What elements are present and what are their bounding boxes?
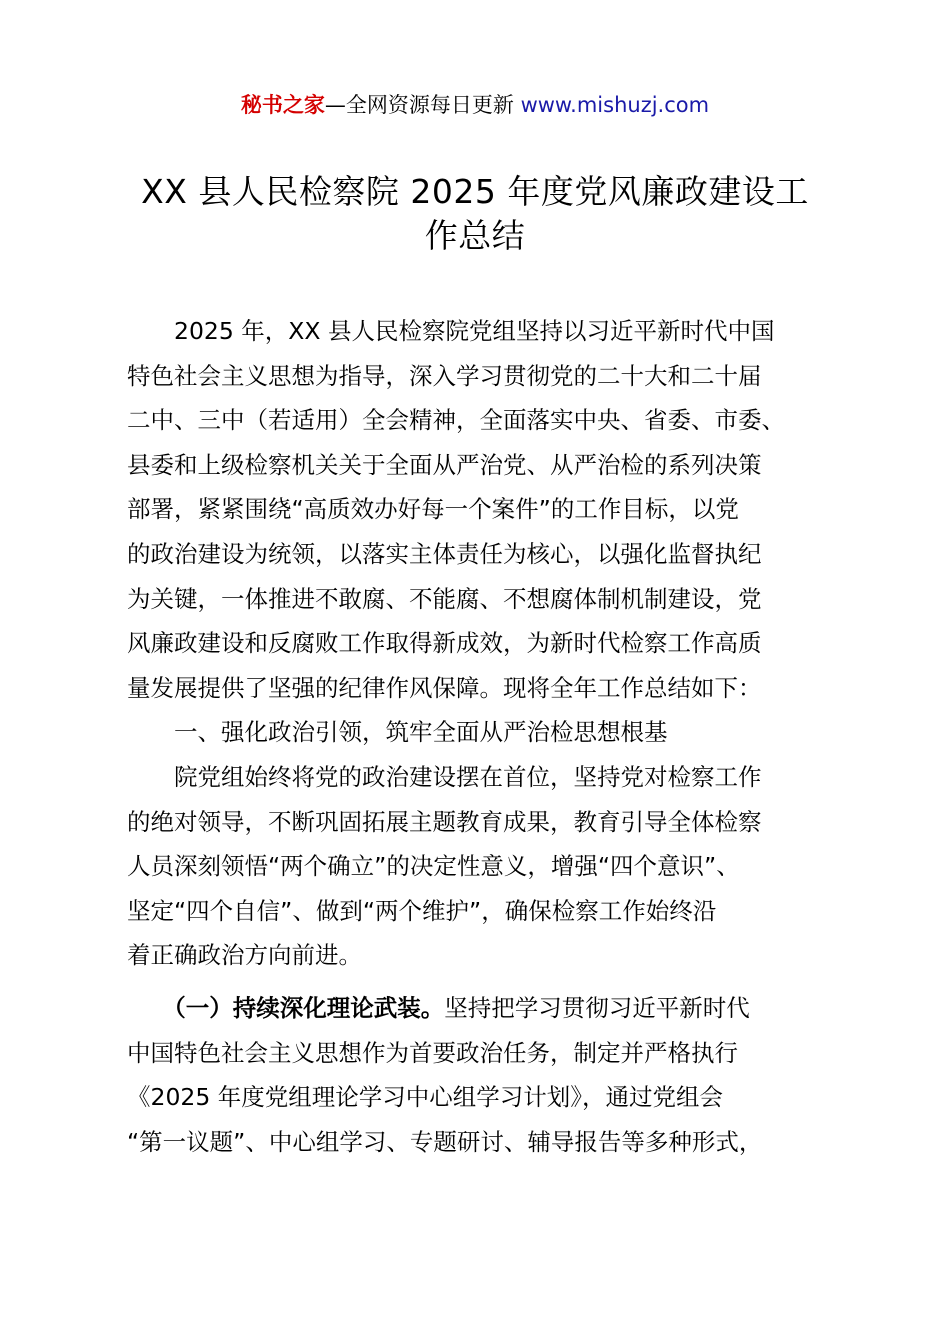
site-banner <box>0 88 950 122</box>
title-line-1: XX 县人民检察院 2025 年度党风廉政建设工 <box>141 172 809 211</box>
text-line: 特色社会主义思想为指导，深入学习贯彻党的二十大和二十届 <box>127 361 762 390</box>
banner-tagline: —全网资源每日更新 <box>324 93 521 117</box>
title-line-2: 作总结 <box>424 216 526 255</box>
text-line <box>127 986 847 1031</box>
document-body <box>127 309 847 1164</box>
banner-site-link[interactable]: www.mishuzj.com <box>520 93 710 117</box>
text-line: “第一议题”、中心组学习、专题研讨、辅导报告等多种形式， <box>127 1127 763 1156</box>
document-title <box>100 170 850 258</box>
subsection-text: 坚持把学习贯彻习近平新时代 <box>444 993 750 1022</box>
paragraph-subsection-1 <box>127 986 847 1164</box>
text-line: 中国特色社会主义思想作为首要政治任务，制定并严格执行 <box>127 1038 738 1067</box>
text-line: 着正确政治方向前进。 <box>127 941 362 970</box>
text-line: 《2025 年度党组理论学习中心组学习计划》，通过党组会 <box>127 1083 724 1112</box>
section-heading-1: 一、强化政治引领，筑牢全面从严治检思想根基 <box>127 718 668 747</box>
text-line: 部署，紧紧围绕“高质效办好每一个案件”的工作目标，以党 <box>127 495 739 524</box>
text-line: 人员深刻领悟“两个确立”的决定性意义，增强“四个意识”、 <box>127 852 740 881</box>
text-line: 坚定“四个自信”、做到“两个维护”，确保检察工作始终沿 <box>127 896 717 925</box>
text-line: 的政治建设为统领，以落实主体责任为核心，以强化监督执纪 <box>127 539 762 568</box>
text-line: 二中、三中（若适用）全会精神，全面落实中央、省委、市委、 <box>127 406 785 435</box>
text-line: 为关键，一体推进不敢腐、不能腐、不想腐体制机制建设，党 <box>127 584 762 613</box>
text-line: 院党组始终将党的政治建设摆在首位，坚持党对检察工作 <box>127 762 762 791</box>
text-line: 2025 年，XX 县人民检察院党组坚持以习近平新时代中国 <box>127 317 775 345</box>
text-line: 的绝对领导，不断巩固拓展主题教育成果，教育引导全体检察 <box>127 807 762 836</box>
text-line: 风廉政建设和反腐败工作取得新成效，为新时代检察工作高质 <box>127 629 762 658</box>
banner-brand: 秘书之家 <box>240 93 325 117</box>
text-line: 量发展提供了坚强的纪律作风保障。现将全年工作总结如下： <box>127 673 762 702</box>
subsection-title: （一）持续深化理论武装。 <box>127 993 445 1022</box>
paragraph-section-1 <box>127 755 847 978</box>
text-line: 县委和上级检察机关关于全面从严治党、从严治检的系列决策 <box>127 450 762 479</box>
paragraph-intro <box>127 309 847 710</box>
